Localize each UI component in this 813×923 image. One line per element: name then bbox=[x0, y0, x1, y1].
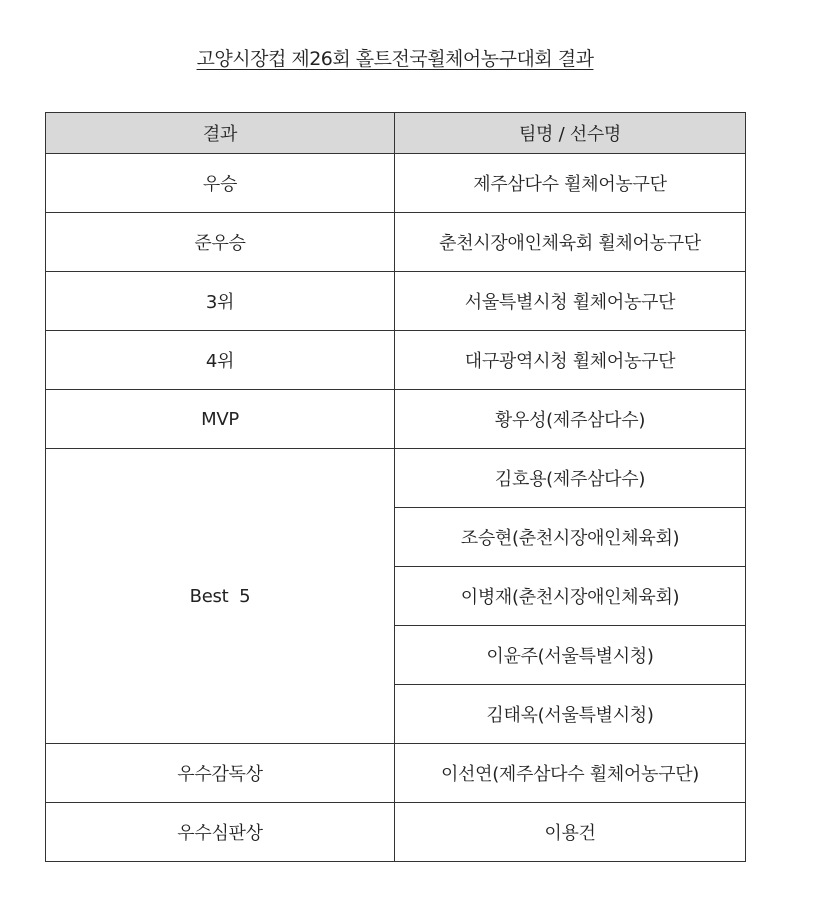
table-row-runner-up bbox=[46, 213, 746, 272]
result-cell: 3위 bbox=[46, 272, 395, 331]
header-team-player: 팀명 / 선수명 bbox=[395, 113, 746, 154]
team-cell: 제주삼다수 휠체어농구단 bbox=[395, 154, 746, 213]
team-cell: 이용건 bbox=[395, 803, 746, 862]
result-cell: 4위 bbox=[46, 331, 395, 390]
table-row-mvp bbox=[46, 390, 746, 449]
result-cell: 우수심판상 bbox=[46, 803, 395, 862]
table-row-best-coach bbox=[46, 744, 746, 803]
table-header-row bbox=[46, 113, 746, 154]
player-cell: 김태옥(서울특별시청) bbox=[395, 685, 746, 744]
player-cell: 이병재(춘천시장애인체육회) bbox=[395, 567, 746, 626]
player-cell: 이윤주(서울특별시청) bbox=[395, 626, 746, 685]
team-cell: 이선연(제주삼다수 휠체어농구단) bbox=[395, 744, 746, 803]
team-cell: 춘천시장애인체육회 휠체어농구단 bbox=[395, 213, 746, 272]
result-cell: 우수감독상 bbox=[46, 744, 395, 803]
table-row-third bbox=[46, 272, 746, 331]
document-title-text: 고양시장컵 제26회 홀트전국휠체어농구대회 결과 bbox=[196, 48, 594, 70]
results-table bbox=[45, 112, 746, 862]
result-cell: 준우승 bbox=[46, 213, 395, 272]
table-row-winner bbox=[46, 154, 746, 213]
team-cell: 대구광역시청 휠체어농구단 bbox=[395, 331, 746, 390]
result-cell: 우승 bbox=[46, 154, 395, 213]
player-cell: 김호용(제주삼다수) bbox=[395, 449, 746, 508]
table-row-best5 bbox=[46, 449, 746, 508]
table-row-best-referee bbox=[46, 803, 746, 862]
best5-label-cell: Best 5 bbox=[46, 449, 395, 744]
result-cell: MVP bbox=[46, 390, 395, 449]
document-title bbox=[0, 44, 790, 71]
header-result: 결과 bbox=[46, 113, 395, 154]
table-row-fourth bbox=[46, 331, 746, 390]
team-cell: 서울특별시청 휠체어농구단 bbox=[395, 272, 746, 331]
player-cell: 조승현(춘천시장애인체육회) bbox=[395, 508, 746, 567]
team-cell: 황우성(제주삼다수) bbox=[395, 390, 746, 449]
